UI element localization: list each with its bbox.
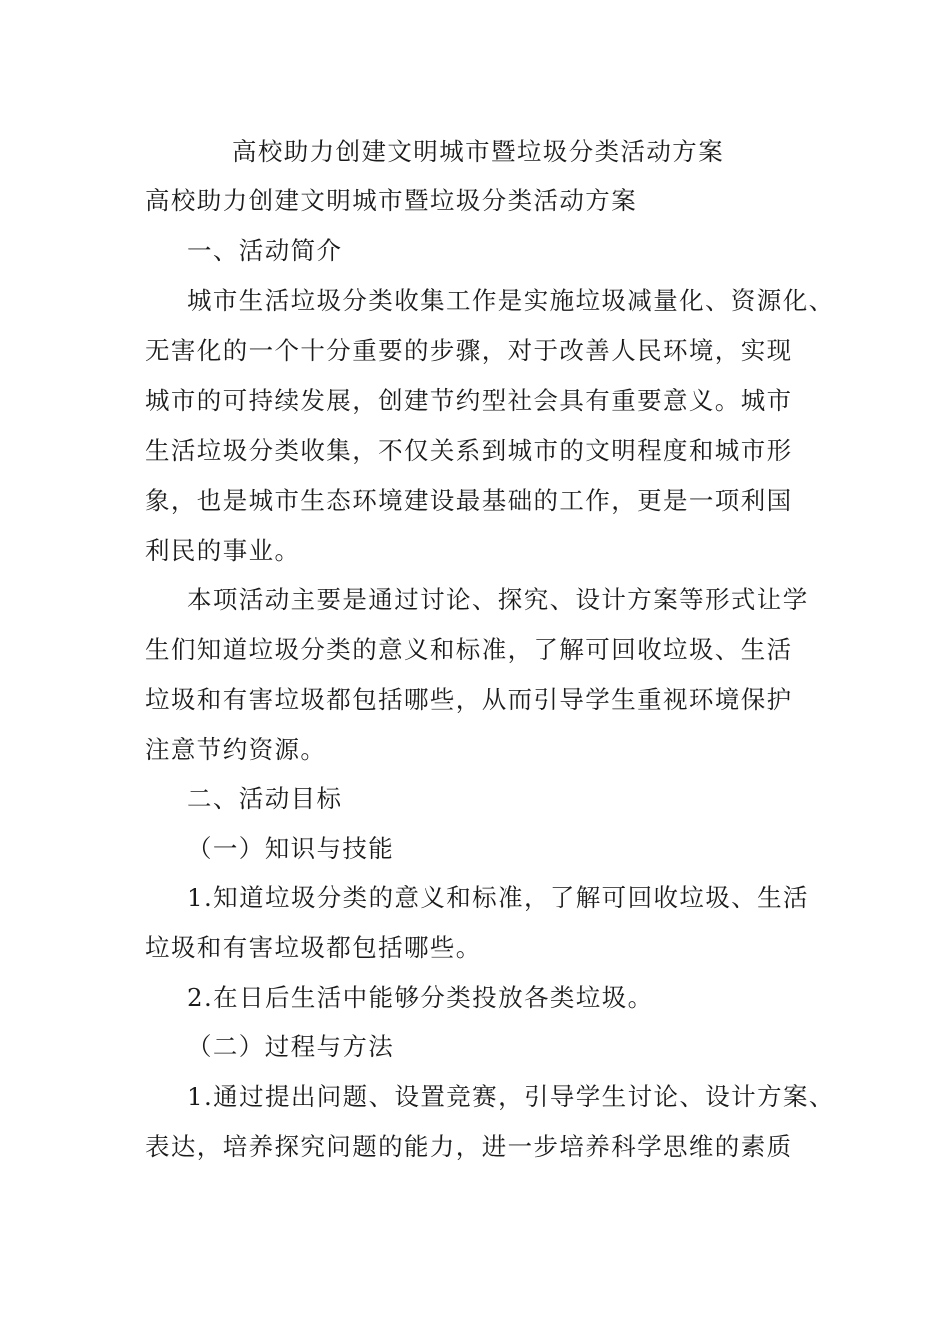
para1-line: 利民的事业。 bbox=[145, 536, 301, 565]
para2-line: 注意节约资源。 bbox=[145, 735, 327, 764]
item2-line: 2.在日后生活中能够分类投放各类垃圾。 bbox=[187, 983, 654, 1012]
item3-line: 1.通过提出问题、设置竞赛，引导学生讨论、设计方案、 bbox=[187, 1082, 835, 1111]
para2-line: 生们知道垃圾分类的意义和标准，了解可回收垃圾、生活 bbox=[145, 635, 793, 664]
para1-line: 生活垃圾分类收集，不仅关系到城市的文明程度和城市形 bbox=[145, 436, 793, 465]
item1-line: 垃圾和有害垃圾都包括哪些。 bbox=[145, 933, 482, 962]
document-subtitle: 高校助力创建文明城市暨垃圾分类活动方案 bbox=[145, 186, 638, 215]
para1-line: 无害化的一个十分重要的步骤，对于改善人民环境，实现 bbox=[145, 336, 793, 365]
section1-heading: 一、活动简介 bbox=[187, 236, 343, 265]
para2-line: 垃圾和有害垃圾都包括哪些，从而引导学生重视环境保护 bbox=[145, 685, 793, 714]
item3-line: 表达，培养探究问题的能力，进一步培养科学思维的素质 bbox=[145, 1132, 793, 1161]
section2-heading: 二、活动目标 bbox=[187, 784, 343, 813]
subsection2-heading: （二）过程与方法 bbox=[187, 1032, 395, 1061]
para1-line: 城市生活垃圾分类收集工作是实施垃圾减量化、资源化、 bbox=[187, 286, 835, 315]
para2-line: 本项活动主要是通过讨论、探究、设计方案等形式让学 bbox=[187, 585, 809, 614]
para1-line: 城市的可持续发展，创建节约型社会具有重要意义。城市 bbox=[145, 386, 793, 415]
subsection1-heading: （一）知识与技能 bbox=[187, 834, 395, 863]
item1-line: 1.知道垃圾分类的意义和标准，了解可回收垃圾、生活 bbox=[187, 883, 809, 912]
document-title: 高校助力创建文明城市暨垃圾分类活动方案 bbox=[232, 137, 725, 166]
para1-line: 象，也是城市生态环境建设最基础的工作，更是一项利国 bbox=[145, 486, 793, 515]
